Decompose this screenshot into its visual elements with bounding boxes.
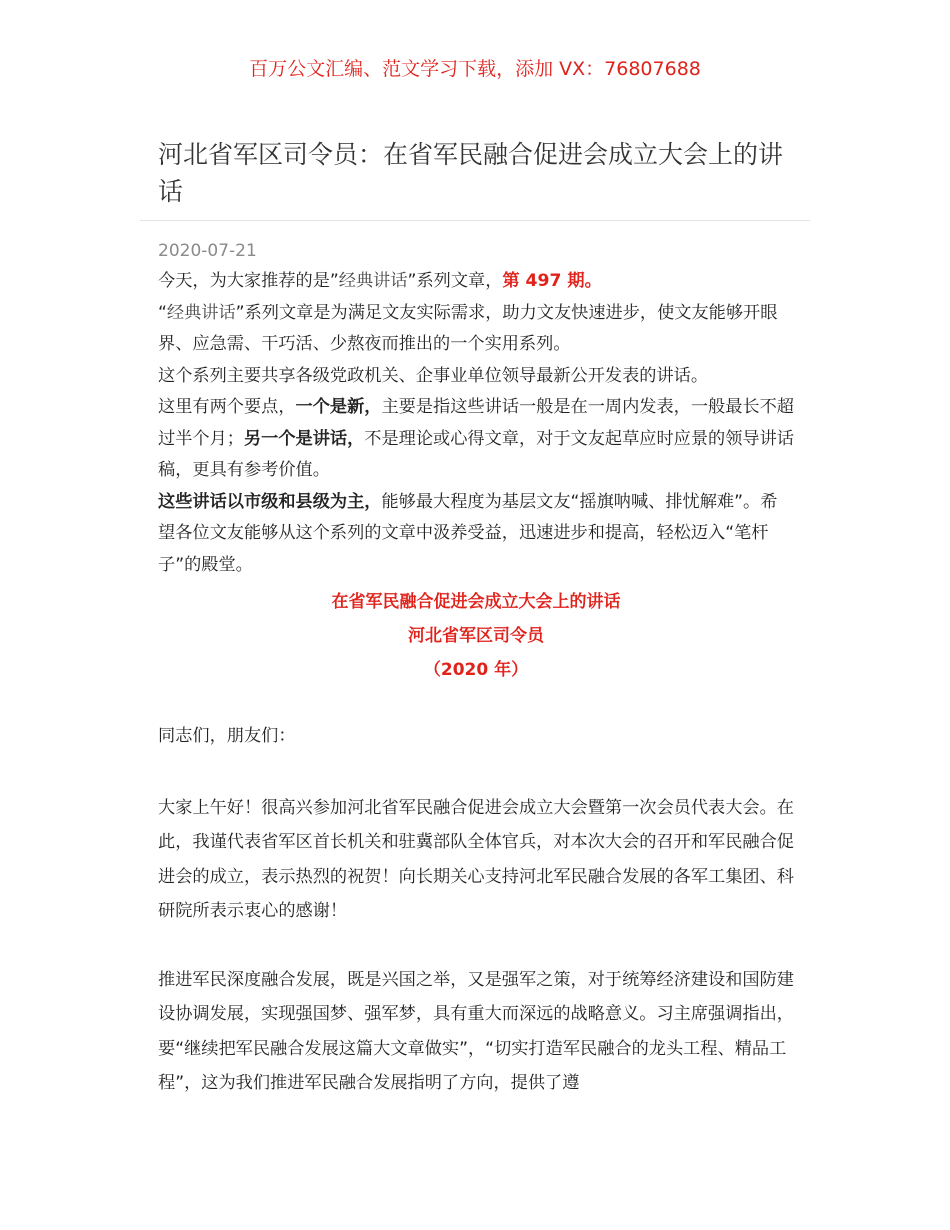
speech-year: （2020 年） bbox=[423, 660, 529, 680]
intro-paragraph-2: “经典讲话”系列文章是为满足文友实际需求，助力文友快速进步，使文友能够开眼界、应急需、干巧活、少熬夜而推出的一个实用系列。 bbox=[158, 302, 778, 354]
article-title: 河北省军区司令员：在省军民融合促进会成立大会上的讲话 bbox=[158, 140, 784, 206]
intro-paragraph-3: 这个系列主要共享各级党政机关、企事业单位领导最新公开发表的讲话。 bbox=[158, 365, 709, 386]
title-divider bbox=[140, 220, 810, 221]
speech-title: 在省军民融合促进会成立大会上的讲话 bbox=[331, 592, 621, 612]
promo-banner: 百万公文汇编、范文学习下载，添加 VX：76807688 bbox=[249, 58, 701, 80]
intro-paragraph-4: 这里有两个要点，一个是新，主要是指这些讲话一般是在一周内发表，一般最长不超过半个月；另一个是讲话，不是理论或心得文章，对于文友起草应时应景的领导讲话稿，更具有参考价值。 bbox=[158, 397, 794, 480]
speech-paragraph-2: 推进军民深度融合发展，既是兴国之举，又是强军之策，对于统筹经济建设和国防建设协调发展，实现强国梦、强军梦，具有重大而深远的战略意义。习主席强调指出，要“继续把军民融合发展这篇大文章做实”，“切实打造军民融合的龙头工程、精品工程”，这为我们推进军民融合发展指明了方向，提供了遵 bbox=[158, 969, 794, 1093]
speech-speaker: 河北省军区司令员 bbox=[408, 626, 544, 646]
article-body bbox=[158, 266, 794, 1101]
intro-paragraph-5: 这些讲话以市级和县级为主，能够最大程度为基层文友“摇旗呐喊、排忧解难”。希望各位文友能够从这个系列的文章中汲养受益，迅速进步和提高，轻松迈入“笔杆子”的殿堂。 bbox=[158, 491, 778, 575]
salutation: 同志们，朋友们： bbox=[158, 726, 296, 746]
publish-date: 2020-07-21 bbox=[158, 241, 257, 261]
intro-paragraph-1: 今天，为大家推荐的是”经典讲话”系列文章，第 497 期。 bbox=[158, 271, 602, 291]
issue-number: 第 497 期。 bbox=[502, 271, 602, 291]
series-name: 经典讲话 bbox=[166, 302, 236, 323]
speech-paragraph-1: 大家上午好！很高兴参加河北省军民融合促进会成立大会暨第一次会员代表大会。在此，我谨代表省军区首长机关和驻冀部队全体官兵，对本次大会的召开和军民融合促进会的成立，表示热烈的祝贺！向长期关心支持河北军民融合发展的各军工集团、科研院所表示衷心的感谢！ bbox=[158, 797, 794, 921]
series-name: 经典讲话 bbox=[338, 271, 408, 291]
